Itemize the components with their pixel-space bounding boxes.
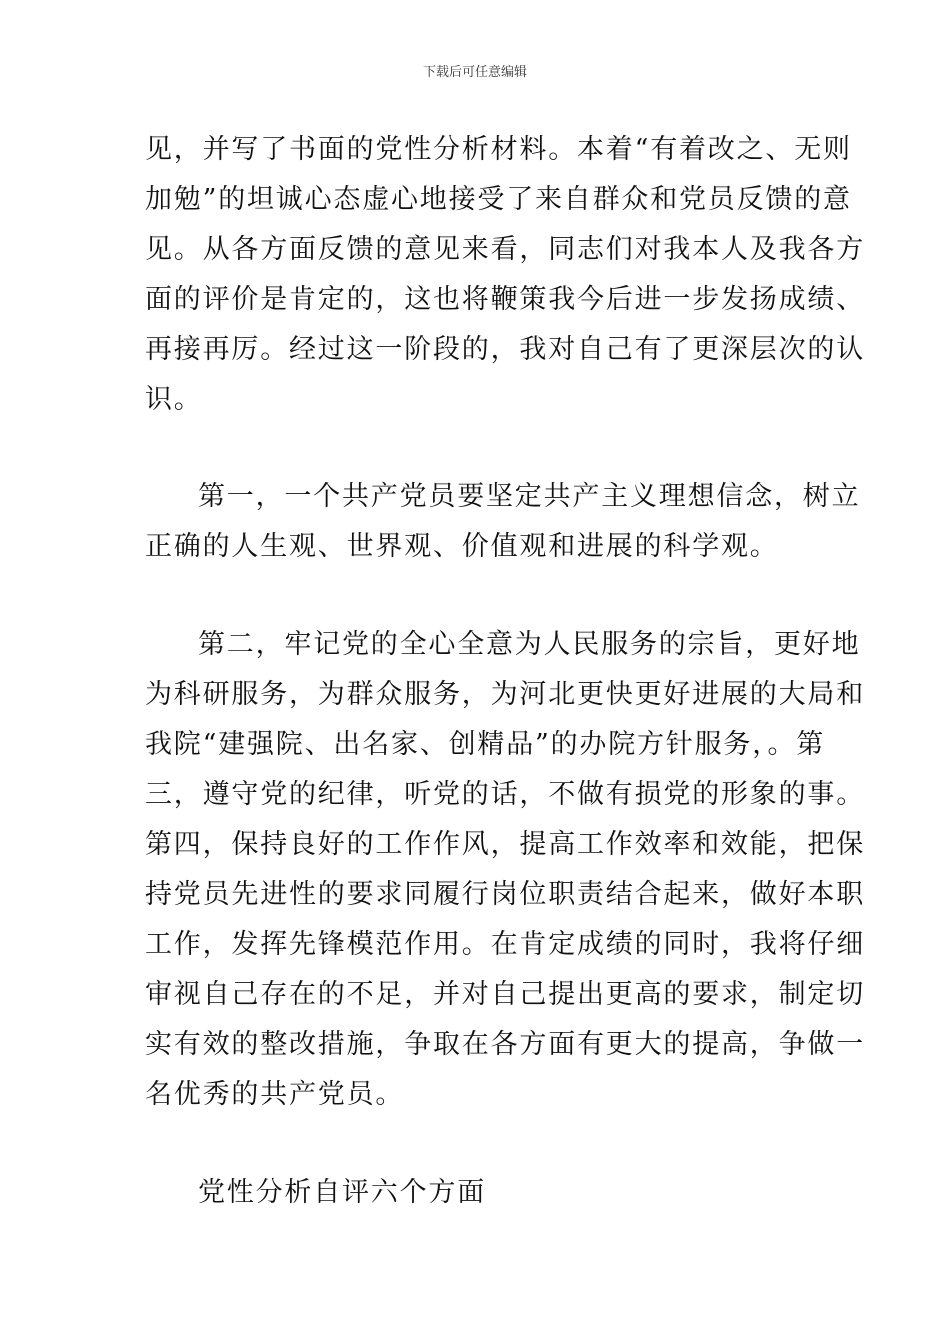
paragraph-2-line-2: 正确的人生观、世界观、价值观和进展的科学观。	[145, 531, 779, 562]
section-heading: 党性分析自评六个方面	[198, 1177, 486, 1208]
paragraph-1-line-4: 面的评价是肯定的，这也将鞭策我今后进一步发扬成绩、	[145, 284, 865, 315]
paragraph-3-line-8: 审视自己存在的不足，并对自己提出更高的要求，制定切	[145, 979, 865, 1010]
paragraph-3-line-3: 我院“建强院、出名家、创精品”的办院方针服务，。第	[145, 729, 826, 760]
paragraph-1-line-2: 加勉”的坦诚心态虚心地接受了来自群众和党员反馈的意	[145, 184, 852, 215]
paragraph-3-line-4: 三，遵守党的纪律，听党的话，不做有损党的形象的事。	[145, 779, 865, 810]
paragraph-3-line-1: 第二，牢记党的全心全意为人民服务的宗旨，更好地	[198, 629, 861, 660]
paragraph-1-line-6: 识。	[145, 384, 203, 415]
paragraph-3-line-6: 持党员先进性的要求同履行岗位职责结合起来，做好本职	[145, 879, 865, 910]
paragraph-3-line-2: 为科研服务，为群众服务，为河北更快更好进展的大局和	[145, 679, 865, 710]
paragraph-2-line-1: 第一，一个共产党员要坚定共产主义理想信念，树立	[198, 481, 861, 512]
paragraph-1-line-1: 见，并写了书面的党性分析材料。本着“有着改之、无则	[145, 134, 852, 165]
paragraph-1-line-5: 再接再厉。经过这一阶段的，我对自己有了更深层次的认	[145, 334, 865, 365]
paragraph-3-line-10: 名优秀的共产党员。	[145, 1079, 405, 1110]
paragraph-3-line-5: 第四，保持良好的工作作风，提高工作效率和效能，把保	[145, 829, 865, 860]
paragraph-3-line-9: 实有效的整改措施，争取在各方面有更大的提高，争做一	[145, 1029, 865, 1060]
page-header: 下载后可任意编辑	[422, 65, 527, 80]
paragraph-3-line-7: 工作，发挥先锋模范作用。在肯定成绩的同时，我将仔细	[145, 929, 865, 960]
paragraph-1-line-3: 见。从各方面反馈的意见来看，同志们对我本人及我各方	[145, 234, 865, 265]
